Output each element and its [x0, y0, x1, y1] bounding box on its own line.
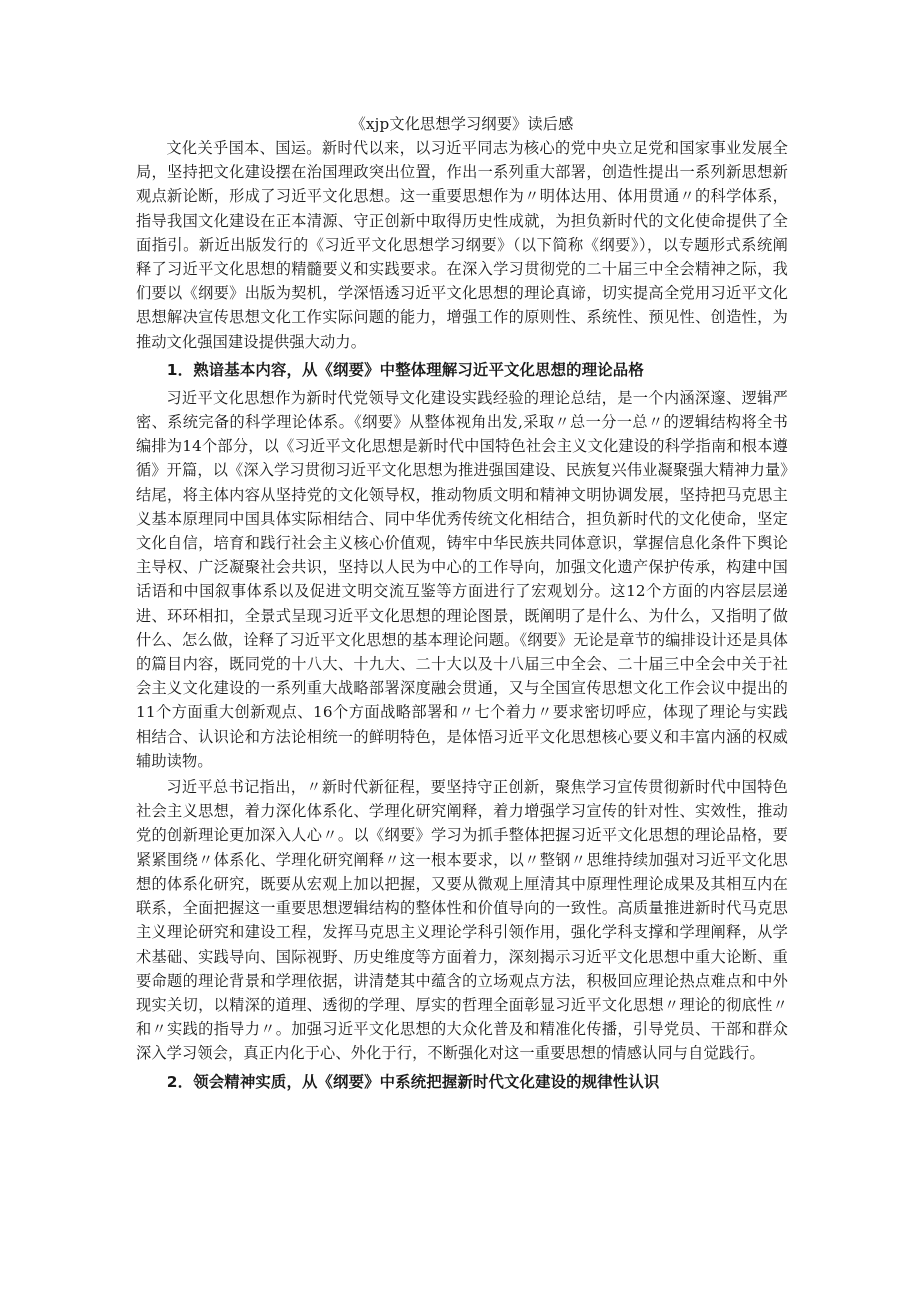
document-page [136, 112, 788, 1098]
paragraph-section-1-b: 习近平总书记指出，〃新时代新征程，要坚持守正创新，聚焦学习宣传贯彻新时代中国特色社会主义思想，着力深化体系化、学理化研究阐释，着力增强学习宣传的针对性、实效性，推动党的创新理论更加深入人心〃。以《纲要》学习为抓手整体把握习近平文化思想的理论品格，要紧紧围绕〃体系化、学理化研究阐释〃这一根本要求，以〃整钢〃思维持续加强对习近平文化思想的体系化研究，既要从宏观上加以把握，又要从微观上厘清其中原理性理论成果及其相互内在联系，全面把握这一重要思想逻辑结构的整体性和价值导向的一致性。高质量推进新时代马克思主义理论研究和建设工程，发挥马克思主义理论学科引领作用，强化学科支撑和学理阐释，从学术基础、实践导向、国际视野、历史维度等方面着力，深刻揭示习近平文化思想中重大论断、重要命题的理论背景和学理依据，讲清楚其中蕴含的立场观点方法，积极回应理论热点难点和中外现实关切，以精深的道理、透彻的学理、厚实的哲理全面彰显习近平文化思想〃理论的彻底性〃和〃实践的指导力〃。加强习近平文化思想的大众化普及和精准化传播，引导党员、干部和群众深入学习领会，真正内化于心、外化于行，不断强化对这一重要思想的情感认同与自觉践行。 [136, 778, 788, 1063]
paragraph-intro: 文化关乎国本、国运。新时代以来，以习近平同志为核心的党中央立足党和国家事业发展全局，坚持把文化建设摆在治国理政突出位置，作出一系列重大部署，创造性提出一系列新思想新观点新论断，形成了习近平文化思想。这一重要思想作为〃明体达用、体用贯通〃的科学体系，指导我国文化建设在正本清源、守正创新中取得历史性成就，为担负新时代的文化使命提供了全面指引。新近出版发行的《习近平文化思想学习纲要》（以下简称《纲要》），以专题形式系统阐释了习近平文化思想的精髓要义和实践要求。在深入学习贯彻党的二十届三中全会精神之际，我们要以《纲要》出版为契机，学深悟透习近平文化思想的理论真谛，切实提高全党用习近平文化思想解决宣传思想文化工作实际问题的能力，增强工作的原则性、系统性、预见性、创造性，为推动文化强国建设提供强大动力。 [136, 139, 788, 351]
paragraph-section-1-a: 习近平文化思想作为新时代党领导文化建设实践经验的理论总结，是一个内涵深邃、逻辑严密、系统完备的科学理论体系。《纲要》从整体视角出发,采取〃总一分一总〃的逻辑结构将全书编排为14个部分，以《习近平文化思想是新时代中国特色社会主义文化建设的科学指南和根本遵循》开篇，以《深入学习贯彻习近平文化思想为推进强国建设、民族复兴伟业凝聚强大精神力量》结尾，将主体内容从坚持党的文化领导权，推动物质文明和精神文明协调发展，坚持把马克思主义基本原理同中国具体实际相结合、同中华优秀传统文化相结合，担负新时代的文化使命，坚定文化自信，培育和践行社会主义核心价值观，铸牢中华民族共同体意识，掌握信息化条件下舆论主导权、广泛凝聚社会共识，坚持以人民为中心的工作导向，加强文化遗产保护传承，构建中国话语和中国叙事体系以及促进文明交流互鉴等方面进行了宏观划分。这12个方面的内容层层递进、环环相扣，全景式呈现习近平文化思想的理论图景，既阐明了是什么、为什么，又指明了做什么、怎么做，诠释了习近平文化思想的基本理论问题。《纲要》无论是章节的编排设计还是具体的篇目内容，既同党的十八大、十九大、二十大以及十八届三中全会、二十届三中全会中关于社会主义文化建设的一系列重大战略部署深度融会贯通，又与全国宣传思想文化工作会议中提出的11个方面重大创新观点、16个方面战略部署和〃七个着力〃要求密切呼应，体现了理论与实践相结合、认识论和方法论相统一的鲜明特色，是体悟习近平文化思想核心要义和丰富内涵的权威辅助读物。 [136, 388, 788, 770]
document-title: 《xjp文化思想学习纲要》读后感 [350, 115, 574, 133]
section-heading-1: 1．熟谙基本内容，从《纲要》中整体理解习近平文化思想的理论品格 [166, 360, 644, 379]
section-heading-2: 2．领会精神实质，从《纲要》中系统把握新时代文化建设的规律性认识 [166, 1072, 660, 1091]
